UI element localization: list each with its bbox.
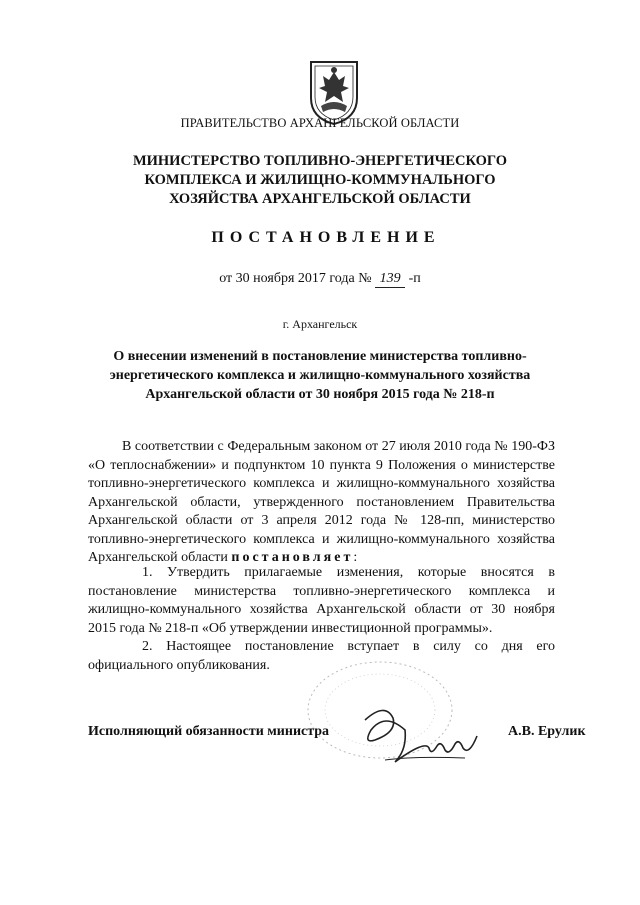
subject-line: О внесении изменений в постановление министерства топливно- — [113, 349, 527, 364]
preamble-paragraph — [88, 438, 555, 568]
document-number: 139 — [375, 271, 405, 288]
item-1-paragraph: 1. Утвердить прилагаемые изменения, которые вносятся в постановление министерства топливно-энергетического комплекса и жилищно-коммунального хозяйства Архангельской области от 30 ноября 2015 года № 218-п «Об утверждении инвестиционной программы». — [88, 565, 555, 636]
resolves-colon: : — [353, 550, 358, 565]
signatory-name: А.В. Ерулик — [508, 724, 586, 739]
city: г. Архангельск — [282, 317, 358, 331]
subject-line: энергетического комплекса и жилищно-коммунального хозяйства — [109, 368, 531, 383]
document-date-number — [0, 271, 640, 288]
ministry-line: КОМПЛЕКСА И ЖИЛИЩНО-КОММУНАЛЬНОГО — [144, 172, 496, 188]
ministry-line: ХОЗЯЙСТВА АРХАНГЕЛЬСКОЙ ОБЛАСТИ — [169, 191, 471, 207]
ministry-name — [120, 152, 520, 209]
subject-line: Архангельской области от 30 ноября 2015 года № 218-п — [145, 387, 495, 402]
ministry-line: МИНИСТЕРСТВО ТОПЛИВНО-ЭНЕРГЕТИЧЕСКОГО — [132, 153, 508, 169]
number-suffix: -п — [408, 271, 421, 286]
document-subject — [95, 347, 545, 404]
document-type: ПОСТАНОВЛЕНИЕ — [211, 229, 441, 246]
preamble-text: В соответствии с Федеральным законом от 27 июля 2010 года № 190-ФЗ «О теплоснабжении» и подпунктом 10 пункта 9 Положения о министерстве топливно-энергетического комплекса и жилищно-коммунального хозяйства Архангельской области, утвержденного постановлением Правительства Архангельской области от 3 апреля 2012 года № 128-пп, министерство топливно-энергетического комплекса и жилищно-коммунального хозяйства Архангельской области — [88, 439, 555, 565]
government-name: ПРАВИТЕЛЬСТВО АРХАНГЕЛЬСКОЙ ОБЛАСТИ — [180, 116, 460, 130]
signatory-title: Исполняющий обязанности министра — [88, 724, 330, 739]
handwritten-signature-icon — [345, 700, 495, 775]
date-prefix: от 30 ноября 2017 года № — [219, 271, 372, 286]
item-2-paragraph: 2. Настоящее постановление вступает в силу со дня его официального опубликования. — [88, 639, 555, 673]
resolves-word: постановляет — [231, 550, 354, 565]
